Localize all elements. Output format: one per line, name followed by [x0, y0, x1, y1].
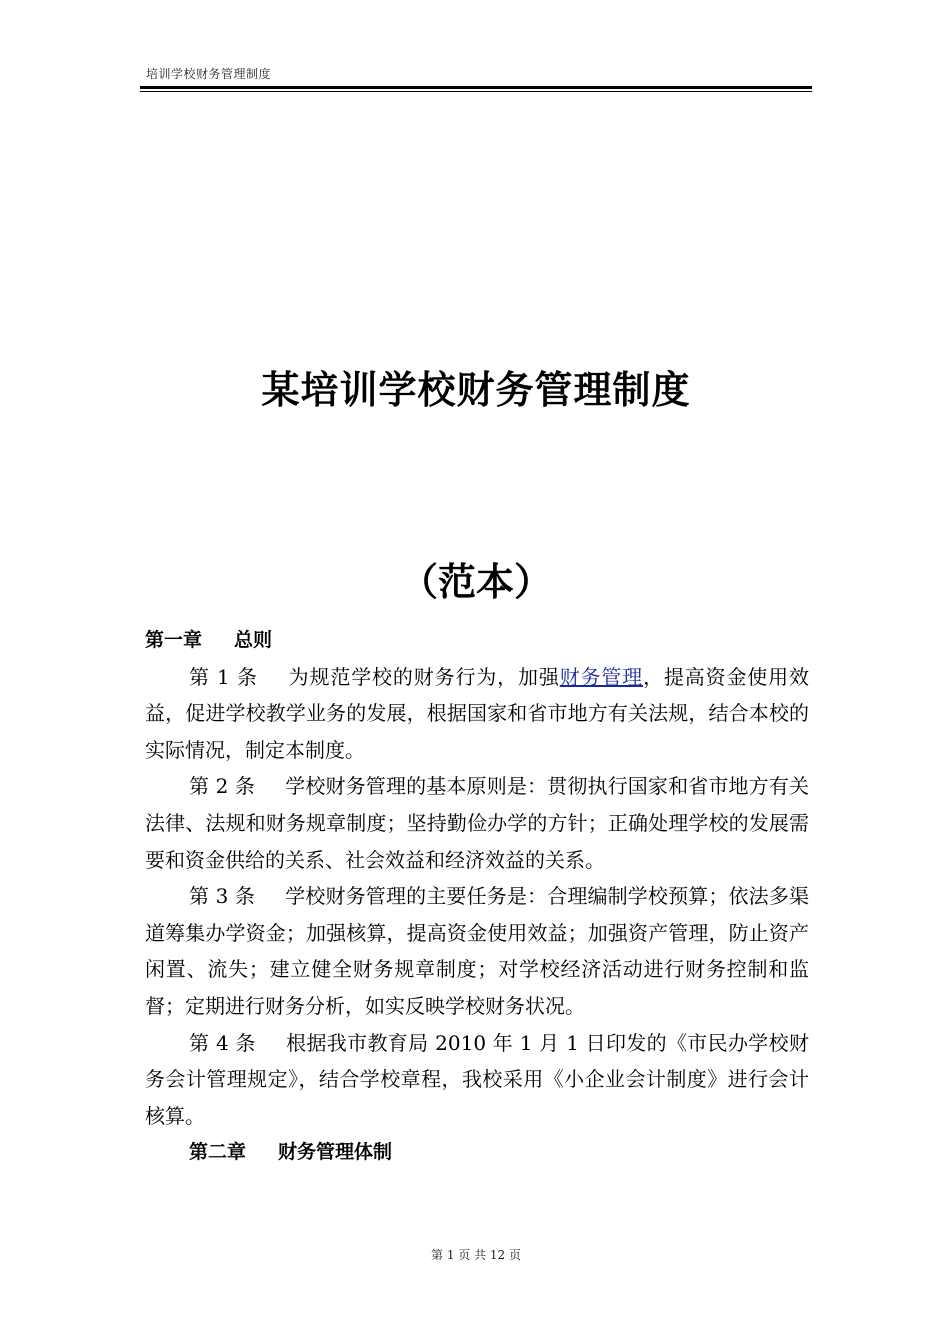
- article-label: 第 2 条: [189, 774, 256, 799]
- article-label: 第 4 条: [189, 1030, 256, 1055]
- chapter-heading-1: [145, 622, 809, 659]
- financial-management-link[interactable]: 财务管理: [559, 664, 644, 689]
- article-text: 根据我市教育局 2010 年 1 月 1 日印发的《市民办学校财务会计管理规定》，结合学校章程，我校采用《小企业会计制度》进行会计核算。: [145, 1030, 809, 1128]
- document-body: [145, 622, 809, 1171]
- chapter-name: 财务管理体制: [278, 1141, 393, 1164]
- article-text: 学校财务管理的主要任务是：合理编制学校预算；依法多渠道筹集办学资金；加强核算，提高资金使用效益；加强资产管理，防止资产闲置、流失；建立健全财务规章制度；对学校经济活动进行财务控制和监督；定期进行财务分析，如实反映学校财务状况。: [145, 884, 809, 1018]
- article-4: [145, 1025, 809, 1135]
- chapter-heading-2: [145, 1134, 809, 1171]
- header-rule-thin: [140, 91, 812, 92]
- document-title: 某培训学校财务管理制度: [261, 367, 691, 412]
- article-text: ，提高资金使用效益，促进学校教学业务的发展，根据国家和省市地方有关法规，结合本校的实际情况，制定本制度。: [145, 664, 810, 762]
- article-label: 第 1 条: [189, 664, 258, 689]
- article-3: [145, 878, 809, 1024]
- article-text: 为规范学校的财务行为，加强: [287, 664, 560, 689]
- article-2: [145, 768, 809, 878]
- running-header: 培训学校财务管理制度: [146, 67, 272, 81]
- article-label: 第 3 条: [189, 884, 256, 909]
- chapter-number: 第一章: [145, 629, 203, 651]
- header-rule-thick: [140, 86, 812, 89]
- document-subtitle: （范本）: [399, 559, 552, 604]
- page-footer: 第 1 页 共 12 页: [431, 1248, 521, 1262]
- article-text: 学校财务管理的基本原则是：贯彻执行国家和省市地方有关法律、法规和财务规章制度；坚持勤俭办学的方针；正确处理学校的发展需要和资金供给的关系、社会效益和经济效益的关系。: [145, 774, 809, 872]
- chapter-name: 总则: [234, 629, 273, 651]
- article-1: [145, 659, 809, 769]
- chapter-number: 第二章: [189, 1141, 247, 1164]
